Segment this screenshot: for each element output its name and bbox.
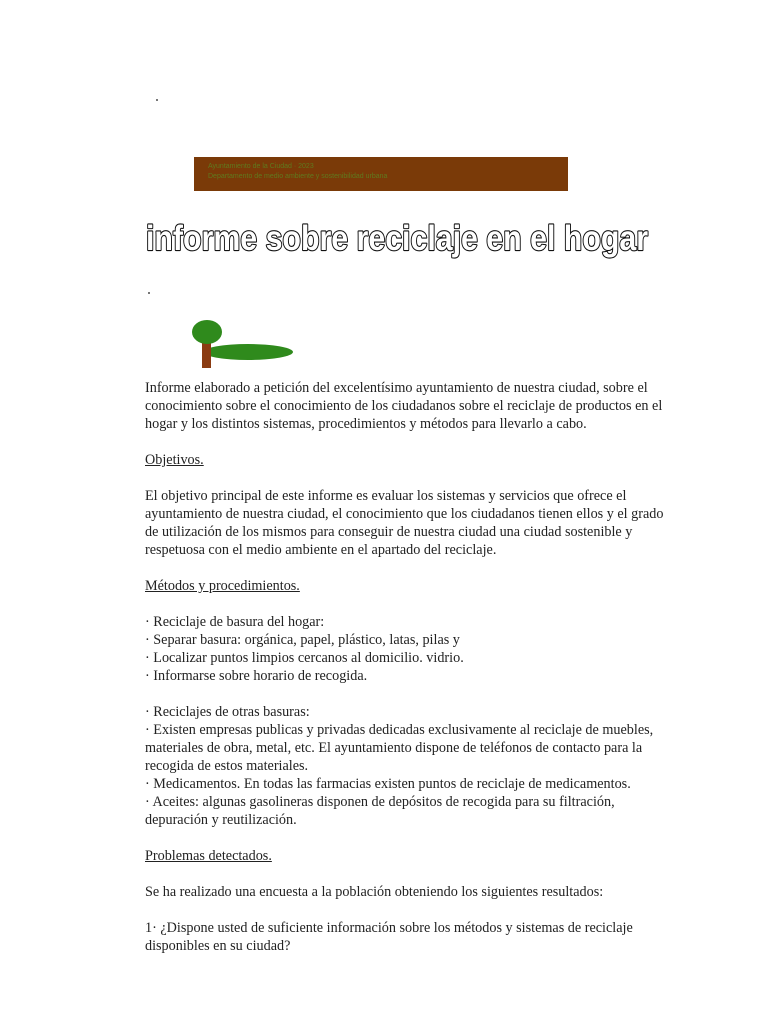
list-item: · Medicamentos. En todas las farmacias existen puntos de reciclaje de medicamentos. (145, 776, 631, 792)
problemas-heading: Problemas detectados. (145, 848, 272, 864)
banner-line-2: Departamento de medio ambiente y sostenibilidad urbana (208, 173, 388, 180)
problemas-paragraph: Se ha realizado una encuesta a la población obteniendo los siguientes resultados: (145, 884, 604, 900)
title-text: informe sobre reciclaje en el hogar (146, 219, 649, 258)
list-item: · Reciclaje de basura del hogar: (145, 614, 325, 630)
question-1: 1· ¿Dispone usted de suficiente información sobre los métodos y sistemas de reciclaje disponibles en su ciudad? (145, 920, 633, 954)
header-banner (194, 157, 568, 191)
metodos-heading: Métodos y procedimientos. (145, 578, 300, 594)
document-body (145, 379, 665, 955)
list-item: · Reciclajes de otras basuras: (145, 704, 310, 720)
objetivos-paragraph: El objetivo principal de este informe es evaluar los sistemas y servicios que ofrece el ayuntamiento de nuestra ciudad, el conocimiento que los ciudadanos tienen ellos y el grado de utilización de los mismos para conseguir de nuestra ciudad una ciudad sostenible y respetuosa con el medio ambiente en el apartado del reciclaje. (145, 488, 664, 558)
list-item: · Informarse sobre horario de recogida. (145, 668, 368, 684)
list-item: · Existen empresas publicas y privadas dedicadas exclusivamente al reciclaje de muebles, materiales de obra, metal, etc. El ayuntamiento dispone de teléfonos de contacto para la recogida de estos materiales. (145, 722, 654, 774)
stray-mark (156, 99, 158, 101)
list-item: · Separar basura: orgánica, papel, plástico, latas, pilas y (145, 632, 460, 648)
document-title (144, 214, 654, 264)
list-item: · Aceites: algunas gasolineras disponen de depósitos de recogida para su filtración, depuración y reutilización. (145, 794, 615, 828)
stray-mark (148, 292, 150, 294)
intro-paragraph: Informe elaborado a petición del excelentísimo ayuntamiento de nuestra ciudad, sobre el conocimiento sobre el conocimiento de los ciudadanos sobre el reciclaje de productos en el hogar y los distintos sistemas, procedimientos y métodos para llevarlo a cabo. (145, 380, 663, 432)
list-item: · Localizar puntos limpios cercanos al domicilio. vidrio. (145, 650, 464, 666)
tree-logo (188, 318, 298, 370)
banner-line-1: Ayuntamiento de la Ciudad · 2023 (208, 163, 314, 170)
tree-crown (192, 320, 222, 344)
grass-ellipse (203, 344, 293, 360)
outlined-title-wordart (144, 214, 654, 264)
objetivos-heading: Objetivos. (145, 452, 204, 468)
